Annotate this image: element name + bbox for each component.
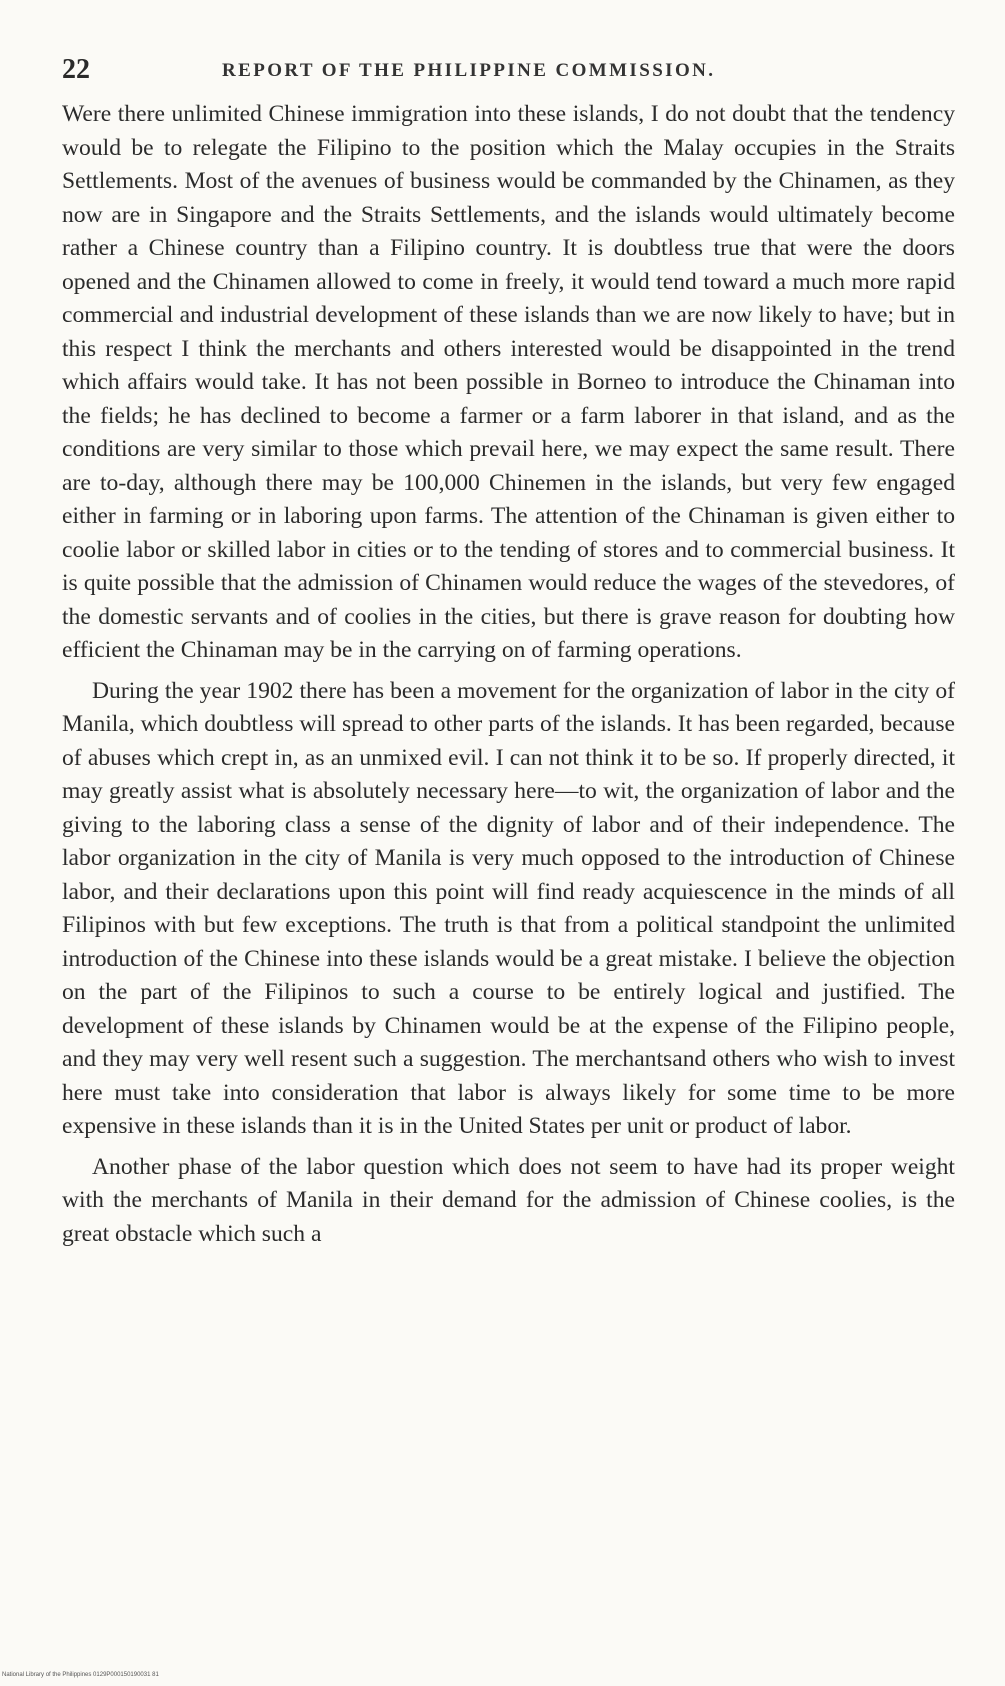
running-head: REPORT OF THE PHILIPPINE COMMISSION. — [222, 60, 716, 81]
paragraph-3: Another phase of the labor question which does not seem to have had its proper weight with the merchants of Manila in their demand for the admission of Chinese coolies, is the great obstacle which such a — [62, 1153, 955, 1247]
page-number: 22 — [62, 54, 90, 85]
scan-credit: National Library of the Philippines 0129P000150190031 81 — [2, 1672, 159, 1678]
body-text — [62, 98, 955, 1251]
page-header — [62, 50, 952, 90]
paragraph-2: During the year 1902 there has been a movement for the organization of labor in the city of Manila, which doubtless will spread to other parts of the islands. It has been regarded, because of abuses which crept in, as an unmixed evil. I can not think it to be so. If properly directed, it may greatly assist what is absolutely necessary here—to wit, the organization of labor and the giving to the laboring class a sense of the dignity of labor and of their independence. The labor organization in the city of Manila is very much opposed to the introduction of Chinese labor, and their declarations upon this point will find ready acquiescence in the minds of all Filipinos with but few exceptions. The truth is that from a political standpoint the unlimited introduction of the Chinese into these islands would be a great mistake. I believe the objection on the part of the Filipinos to such a course to be entirely logical and justified. The development of these islands by Chinamen would be at the expense of the Filipino people, and they may very well resent such a suggestion. The merchantsand others who wish to invest here must take into consideration that labor is always likely for some time to be more expensive in these islands than it is in the United States per unit or product of labor. — [62, 677, 955, 1139]
paragraph-1: Were there unlimited Chinese immigration into these islands, I do not doubt that the tendency would be to relegate the Filipino to the position which the Malay occupies in the Straits Settlements. Most of the avenues of business would be commanded by the Chinamen, as they now are in Singapore and the Straits Settlements, and the islands would ultimately become rather a Chinese country than a Filipino country. It is doubtless true that were the doors opened and the Chinamen allowed to come in freely, it would tend toward a much more rapid commercial and industrial development of these islands than we are now likely to have; but in this respect I think the merchants and others interested would be disappointed in the trend which affairs would take. It has not been possible in Borneo to introduce the Chinaman into the fields; he has declined to become a farmer or a farm laborer in that island, and as the conditions are very similar to those which prevail here, we may expect the same result. There are to-day, although there may be 100,000 Chinemen in the islands, but very few engaged either in farming or in laboring upon farms. The attention of the Chinaman is given either to coolie labor or skilled labor in cities or to the tending of stores and to commercial business. It is quite possible that the admission of Chinamen would reduce the wages of the stevedores, of the domestic servants and of coolies in the cities, but there is grave reason for doubting how efficient the Chinaman may be in the carrying on of farming operations. — [62, 101, 955, 663]
